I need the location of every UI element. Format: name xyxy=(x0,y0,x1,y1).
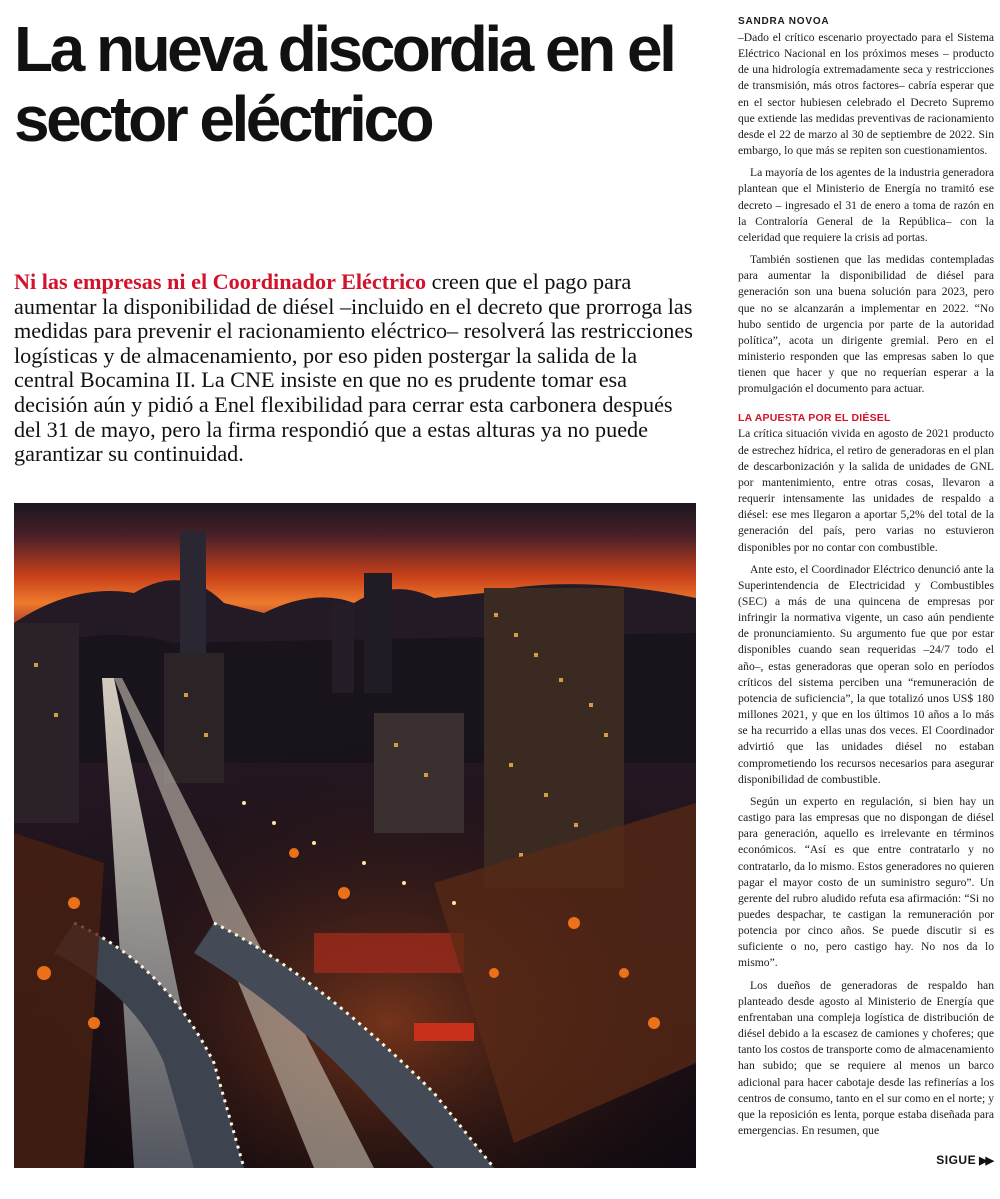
body-paragraph: Los dueños de generadoras de respaldo han planteado desde agosto al Ministerio de Energía que enfrentaban una compleja logística de distribución de diésel debido a la escasez de camiones y choferes; que tanto los costos de transporte como de almacenamiento han subido; que se requiere al menos un barco adicional para hacer cabotaje desde las refinerías a los centros de consumo, tanto en el sur como en el norte; y que la reposición es lenta, porque estaba diseñada para emergencias. En resumen, que xyxy=(738,978,994,1137)
byline: SANDRA NOVOA xyxy=(738,16,830,27)
lead-paragraph xyxy=(14,270,698,467)
city-night-photo xyxy=(14,503,696,1168)
headline: La nueva discordia en el sector eléctrico xyxy=(14,13,674,155)
body-paragraph: También sostienen que las medidas contempladas para aumentar la disponibilidad de diésel para generación son una buena solución para 2023, pero que no se alcanzarán a implementar en 2022. “No hubo sentido de urgencia por parte de la autoridad política”, acota un dirigente gremial. Pero en el ministerio responden que las empresas saben lo que tienen que hacer y que no requerían esperar a la promulgación el documento para actuar. xyxy=(738,253,994,396)
body-paragraph: La mayoría de los agentes de la industria generadora plantean que el Ministerio de Energía no tramitó ese decreto – ingresado el 31 de enero a toma de razón en la Contraloría General de la República– con la celeridad que requiere la crisis ad portas. xyxy=(738,166,995,244)
article-body-column xyxy=(738,15,994,1145)
body-paragraph: La crítica situación vivida en agosto de 2021 producto de estrechez hídrica, el retiro de generadoras en el plan de descarbonización y la salida de unidades de GNL por mantenimiento, entre otras cosas, llevaron a requerir intensamente las unidades de respaldo a diésel: ese mes llegaron a aportar 5,2% del total de la generación del país, pero varias no estuvieron disponibles por no contar con combustible. xyxy=(738,427,994,554)
double-arrow-right-icon: ▶▶ xyxy=(979,1155,992,1167)
continue-link[interactable] xyxy=(936,1153,992,1167)
body-paragraph: Según un experto en regulación, si bien hay un castigo para las empresas que no dispongan de diésel para generación, aquello es irrelevante en términos económicos. “Así es que entre contratarlo y no contratarlo, da lo mismo. Estos generadores no quieren pagar el mayor costo de un suministro seguro”. Un gerente del rubro aludido refuta esa afirmación: “Si no puedes despachar, te castigan la remuneración por potencia por cinco años. Se puede discutir si es suficiente o no, pero castigo hay. No nos da lo mismo”. xyxy=(738,794,994,970)
body-paragraph: Ante esto, el Coordinador Eléctrico denunció ante la Superintendencia de Electricidad y Combustibles (SEC) a más de una quincena de empresas por infringir la normativa vigente, un caso aún pendiente de pronunciamiento. Su argumento fue que por estar disponibles cuando sean requeridas –24/7 todo el año–, estas generadoras que operan solo en períodos críticos del sistema perciben una “remuneración de potencia de suficiencia”, la que totalizó unos US$ 180 millones 2021, y que en los últimos 10 años a lo más se ha recurrido a ellas unas dos veces. El Coordinador advirtió que las unidades diésel no estaban comprometiendo los recursos necesarios para asegurar disponibilidad de combustible. xyxy=(738,562,994,786)
section-subhead: LA APUESTA POR EL DIÉSEL xyxy=(738,412,891,425)
lead-kicker: Ni las empresas ni el Coordinador Eléctrico xyxy=(14,269,427,294)
continue-label: SIGUE xyxy=(936,1153,977,1167)
body-paragraph: –Dado el crítico escenario proyectado para el Sistema Eléctrico Nacional en los próximos meses – producto de una hidrología extremadamente seca y restricciones de transmisión, más otros factores– cabría esperar que en el sector hubiesen celebrado el Decreto Supremo que extiende las medidas preventivas de racionamiento desde el 22 de marzo al 30 de septiembre de 2022. Sin embargo, lo que más se repiten son cuestionamientos. xyxy=(738,31,994,158)
lead-text: creen que el pago para aumentar la disponibilidad de diésel –incluido en el decreto que prorroga las medidas para prevenir el racionamiento eléctrico– resolverá las restricciones logísticas y de almacenamiento, por eso piden postergar la salida de la central Bocamina II. La CNE insiste en que no es prudente tomar esa decisión aún y pidió a Enel flexibilidad para cerrar esta carbonera después del 31 de mayo, pero la firma respondió que a estas alturas ya no puede garantizar su continuidad. xyxy=(14,269,693,467)
